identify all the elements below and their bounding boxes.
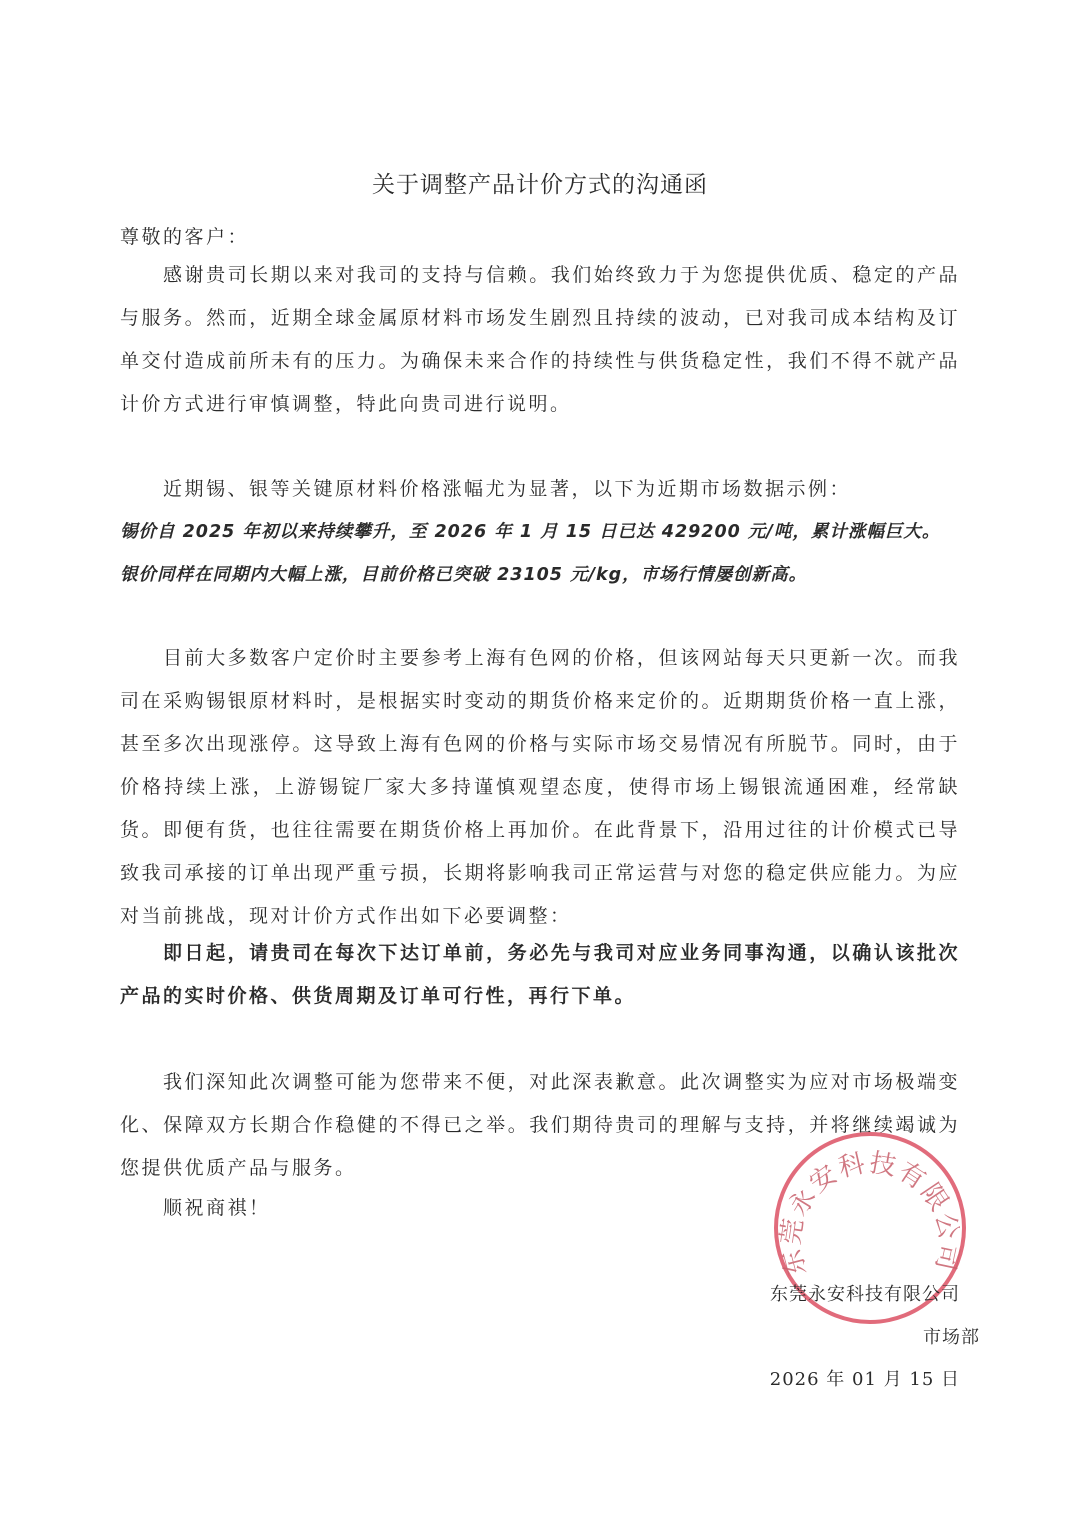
silver-price-line: 银价同样在同期内大幅上涨，目前价格已突破 23105 元/kg，市场行情屡创新高。 [120,565,808,585]
svg-text:东莞永安科技有限公司: 东莞永安科技有限公司 [775,1147,964,1280]
salutation: 尊敬的客户： [120,226,250,248]
tin-price-line: 锡价自 2025 年初以来持续攀升，至 2026 年 1 月 15 日已达 429200 元/吨，累计涨幅巨大。 [120,522,941,542]
paragraph-notice: 即日起，请贵司在每次下达订单前，务必先与我司对应业务同事沟通，以确认该批次产品的实时价格、供货周期及订单可行性，再行下单。 [120,942,960,1007]
paragraph-materials: 近期锡、银等关键原材料价格涨幅尤为显著，以下为近期市场数据示例： [163,478,852,500]
signature-company: 东莞永安科技有限公司 [770,1284,960,1305]
signature-department: 市场部 [923,1327,980,1348]
paragraph-apology: 我们深知此次调整可能为您带来不便，对此深表歉意。此次调整实为应对市场极端变化、保障双方长期合作稳健的不得已之举。我们期待贵司的理解与支持，并将继续竭诚为您提供优质产品与服务。 [120,1071,960,1179]
closing-text: 顺祝商祺！ [163,1197,271,1219]
paragraph-intro: 感谢贵司长期以来对我司的支持与信赖。我们始终致力于为您提供优质、稳定的产品与服务。然而，近期全球金属原材料市场发生剧烈且持续的波动，已对我司成本结构及订单交付造成前所未有的压力。为确保未来合作的持续性与供货稳定性，我们不得不就产品计价方式进行审慎调整，特此向贵司进行说明。 [120,264,960,415]
document-title: 关于调整产品计价方式的沟通函 [372,172,708,198]
signature-date: 2026 年 01 月 15 日 [769,1369,960,1390]
paragraph-pricing-reason: 目前大多数客户定价时主要参考上海有色网的价格，但该网站每天只更新一次。而我司在采购锡银原材料时，是根据实时变动的期货价格来定价的。近期期货价格一直上涨，甚至多次出现涨停。这导致上海有色网的价格与实际市场交易情况有所脱节。同时，由于价格持续上涨，上游锡锭厂家大多持谨慎观望态度，使得市场上锡银流通困难，经常缺货。即便有货，也往往需要在期货价格上再加价。在此背景下，沿用过往的计价模式已导致我司承接的订单出现严重亏损，长期将影响我司正常运营与对您的稳定供应能力。为应对当前挑战，现对计价方式作出如下必要调整： [120,647,960,927]
